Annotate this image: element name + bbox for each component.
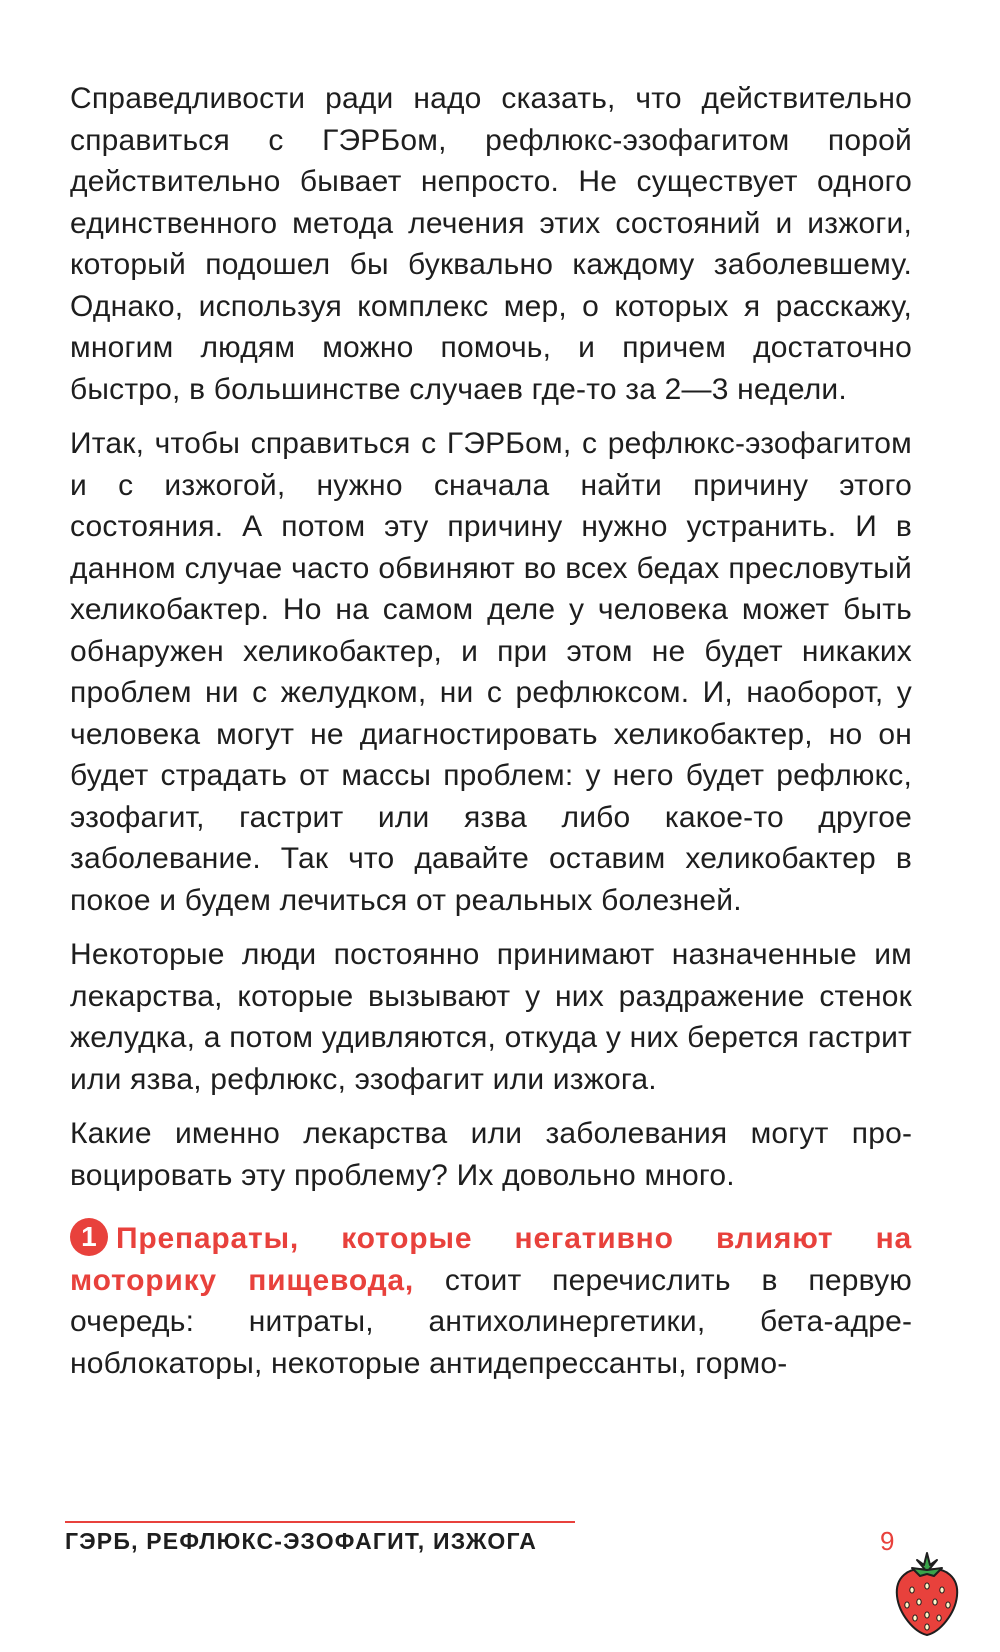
item-text: стоит перечислить в первую очередь: нитраты, антихолинергетики, бета-адреноблокаторы, некоторые антидепрессанты, гормо- (70, 1263, 912, 1380)
paragraph-3: Некоторые люди постоянно принимают назначенные им лекарства, которые вызывают у них раздражение стенок желудка, а потом удивляются, откуда у них берется гастрит или язва, рефлюкс, эзофагит или изжога. (70, 938, 912, 1096)
list-item-1 (70, 1218, 912, 1384)
paragraph-1: Справедливости ради надо сказать, что действительно справиться с ГЭРБом, рефлюкс-эзофагитом порой действительно бывает непросто. Не существует одного единственного метода лечения этих состояний и изжоги, который подошел бы буквально каждому заболевшему. Однако, используя комплекс мер, о которых я расскажу, многим людям можно помочь, и причем достаточно быстро, в большинстве случаев где-то за 2—3 недели. (70, 82, 912, 406)
body-text (70, 78, 912, 1397)
paragraph-2: Итак, чтобы справиться с ГЭРБом, с рефлюкс-эзофагитом и с изжогой, нужно сначала найти причину этого состояния. А потом эту причину нужно устранить. И в данном случае часто обвиняют во всех бедах пресловутый хеликобактер. Но на самом деле у человека может быть обнаружен хеликобактер, и при этом не будет никаких проблем ни с желудком, ни с рефлюксом. И, наоборот, у человека могут не диагностировать хеликобактер, но он будет страдать от массы проблем: у него будет рефлюкс, эзофагит, гастрит или язва либо какое-то другое заболевание. Так что давайте оставим хеликобактер в покое и будем лечиться от реальных болезней. (70, 427, 912, 917)
footer-rule (65, 1521, 575, 1523)
item-number-badge: 1 (70, 1218, 108, 1256)
item-highlight: Препараты, которые негативно влияют на моторику пищевода, (70, 1222, 912, 1297)
running-footer-title: ГЭРБ, РЕФЛЮКС-ЭЗОФАГИТ, ИЗЖОГА (65, 1528, 538, 1554)
paragraph-4: Какие именно лекарства или заболевания могут провоцировать эту проблему? Их довольно много. (70, 1117, 912, 1192)
page-number: 9 (880, 1526, 895, 1556)
strawberry-icon (890, 1548, 964, 1638)
